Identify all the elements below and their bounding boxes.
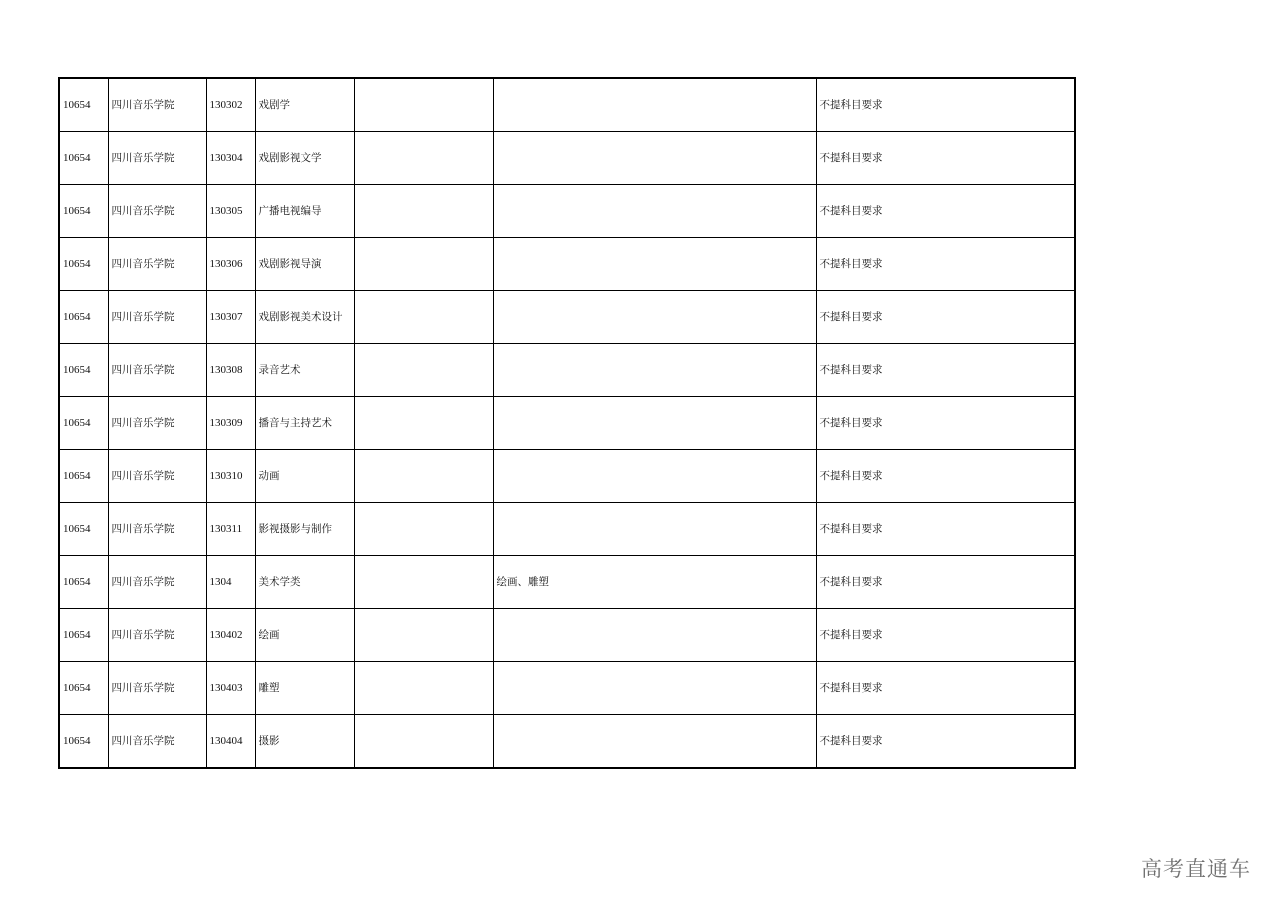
major-code-cell: 130404	[206, 715, 255, 769]
subject-requirement-cell: 不提科目要求	[816, 715, 1075, 769]
school-code-cell: 10654	[59, 78, 108, 132]
school-name-cell: 四川音乐学院	[108, 503, 206, 556]
major-name-cell: 影视摄影与制作	[255, 503, 354, 556]
school-code-cell: 10654	[59, 185, 108, 238]
table-row	[59, 609, 1075, 662]
subject-requirement-cell: 不提科目要求	[816, 450, 1075, 503]
watermark-text: 高考直通车	[1141, 857, 1251, 881]
subject-requirement-cell: 不提科目要求	[816, 238, 1075, 291]
school-name-cell: 四川音乐学院	[108, 238, 206, 291]
major-name-cell: 戏剧影视导演	[255, 238, 354, 291]
empty-cell	[354, 503, 493, 556]
school-code-cell: 10654	[59, 238, 108, 291]
table-row	[59, 397, 1075, 450]
subject-requirement-cell: 不提科目要求	[816, 397, 1075, 450]
major-name-cell: 播音与主持艺术	[255, 397, 354, 450]
included-majors-cell: 绘画、雕塑	[493, 556, 816, 609]
major-code-cell: 130310	[206, 450, 255, 503]
included-majors-cell	[493, 662, 816, 715]
school-code-cell: 10654	[59, 397, 108, 450]
subject-requirement-cell: 不提科目要求	[816, 609, 1075, 662]
included-majors-cell	[493, 609, 816, 662]
school-name-cell: 四川音乐学院	[108, 78, 206, 132]
empty-cell	[354, 715, 493, 769]
school-name-cell: 四川音乐学院	[108, 556, 206, 609]
major-code-cell: 130311	[206, 503, 255, 556]
school-code-cell: 10654	[59, 715, 108, 769]
school-name-cell: 四川音乐学院	[108, 344, 206, 397]
empty-cell	[354, 344, 493, 397]
subject-requirement-cell: 不提科目要求	[816, 132, 1075, 185]
subject-requirement-cell: 不提科目要求	[816, 78, 1075, 132]
included-majors-cell	[493, 78, 816, 132]
empty-cell	[354, 450, 493, 503]
subject-requirements-table	[58, 77, 1076, 769]
included-majors-cell	[493, 503, 816, 556]
included-majors-cell	[493, 397, 816, 450]
empty-cell	[354, 556, 493, 609]
major-code-cell: 130403	[206, 662, 255, 715]
empty-cell	[354, 662, 493, 715]
major-code-cell: 130308	[206, 344, 255, 397]
school-code-cell: 10654	[59, 344, 108, 397]
major-name-cell: 录音艺术	[255, 344, 354, 397]
included-majors-cell	[493, 185, 816, 238]
table-row	[59, 450, 1075, 503]
table-body	[59, 78, 1075, 768]
school-name-cell: 四川音乐学院	[108, 715, 206, 769]
subject-requirement-cell: 不提科目要求	[816, 556, 1075, 609]
empty-cell	[354, 291, 493, 344]
included-majors-cell	[493, 238, 816, 291]
table-row	[59, 78, 1075, 132]
major-code-cell: 130302	[206, 78, 255, 132]
table-row	[59, 503, 1075, 556]
subject-requirement-cell: 不提科目要求	[816, 344, 1075, 397]
table-row	[59, 344, 1075, 397]
major-name-cell: 摄影	[255, 715, 354, 769]
empty-cell	[354, 238, 493, 291]
school-name-cell: 四川音乐学院	[108, 450, 206, 503]
school-name-cell: 四川音乐学院	[108, 132, 206, 185]
table-row	[59, 238, 1075, 291]
major-name-cell: 广播电视编导	[255, 185, 354, 238]
major-code-cell: 130402	[206, 609, 255, 662]
table-row	[59, 662, 1075, 715]
major-name-cell: 戏剧影视文学	[255, 132, 354, 185]
empty-cell	[354, 78, 493, 132]
school-code-cell: 10654	[59, 450, 108, 503]
major-name-cell: 动画	[255, 450, 354, 503]
school-name-cell: 四川音乐学院	[108, 609, 206, 662]
school-code-cell: 10654	[59, 503, 108, 556]
included-majors-cell	[493, 715, 816, 769]
school-code-cell: 10654	[59, 609, 108, 662]
table-row	[59, 132, 1075, 185]
included-majors-cell	[493, 132, 816, 185]
school-name-cell: 四川音乐学院	[108, 291, 206, 344]
empty-cell	[354, 185, 493, 238]
school-code-cell: 10654	[59, 662, 108, 715]
school-code-cell: 10654	[59, 556, 108, 609]
major-name-cell: 戏剧影视美术设计	[255, 291, 354, 344]
major-code-cell: 130304	[206, 132, 255, 185]
major-code-cell: 130309	[206, 397, 255, 450]
major-code-cell: 130306	[206, 238, 255, 291]
subject-requirement-cell: 不提科目要求	[816, 662, 1075, 715]
table-row	[59, 291, 1075, 344]
major-code-cell: 1304	[206, 556, 255, 609]
major-name-cell: 戏剧学	[255, 78, 354, 132]
empty-cell	[354, 397, 493, 450]
empty-cell	[354, 609, 493, 662]
subject-requirement-cell: 不提科目要求	[816, 185, 1075, 238]
table-row	[59, 556, 1075, 609]
subject-requirement-cell: 不提科目要求	[816, 291, 1075, 344]
major-code-cell: 130305	[206, 185, 255, 238]
included-majors-cell	[493, 450, 816, 503]
school-code-cell: 10654	[59, 291, 108, 344]
school-name-cell: 四川音乐学院	[108, 662, 206, 715]
included-majors-cell	[493, 291, 816, 344]
empty-cell	[354, 132, 493, 185]
major-name-cell: 雕塑	[255, 662, 354, 715]
school-name-cell: 四川音乐学院	[108, 397, 206, 450]
included-majors-cell	[493, 344, 816, 397]
major-name-cell: 绘画	[255, 609, 354, 662]
major-code-cell: 130307	[206, 291, 255, 344]
school-name-cell: 四川音乐学院	[108, 185, 206, 238]
table-row	[59, 185, 1075, 238]
school-code-cell: 10654	[59, 132, 108, 185]
subject-requirement-cell: 不提科目要求	[816, 503, 1075, 556]
table-row	[59, 715, 1075, 769]
major-name-cell: 美术学类	[255, 556, 354, 609]
